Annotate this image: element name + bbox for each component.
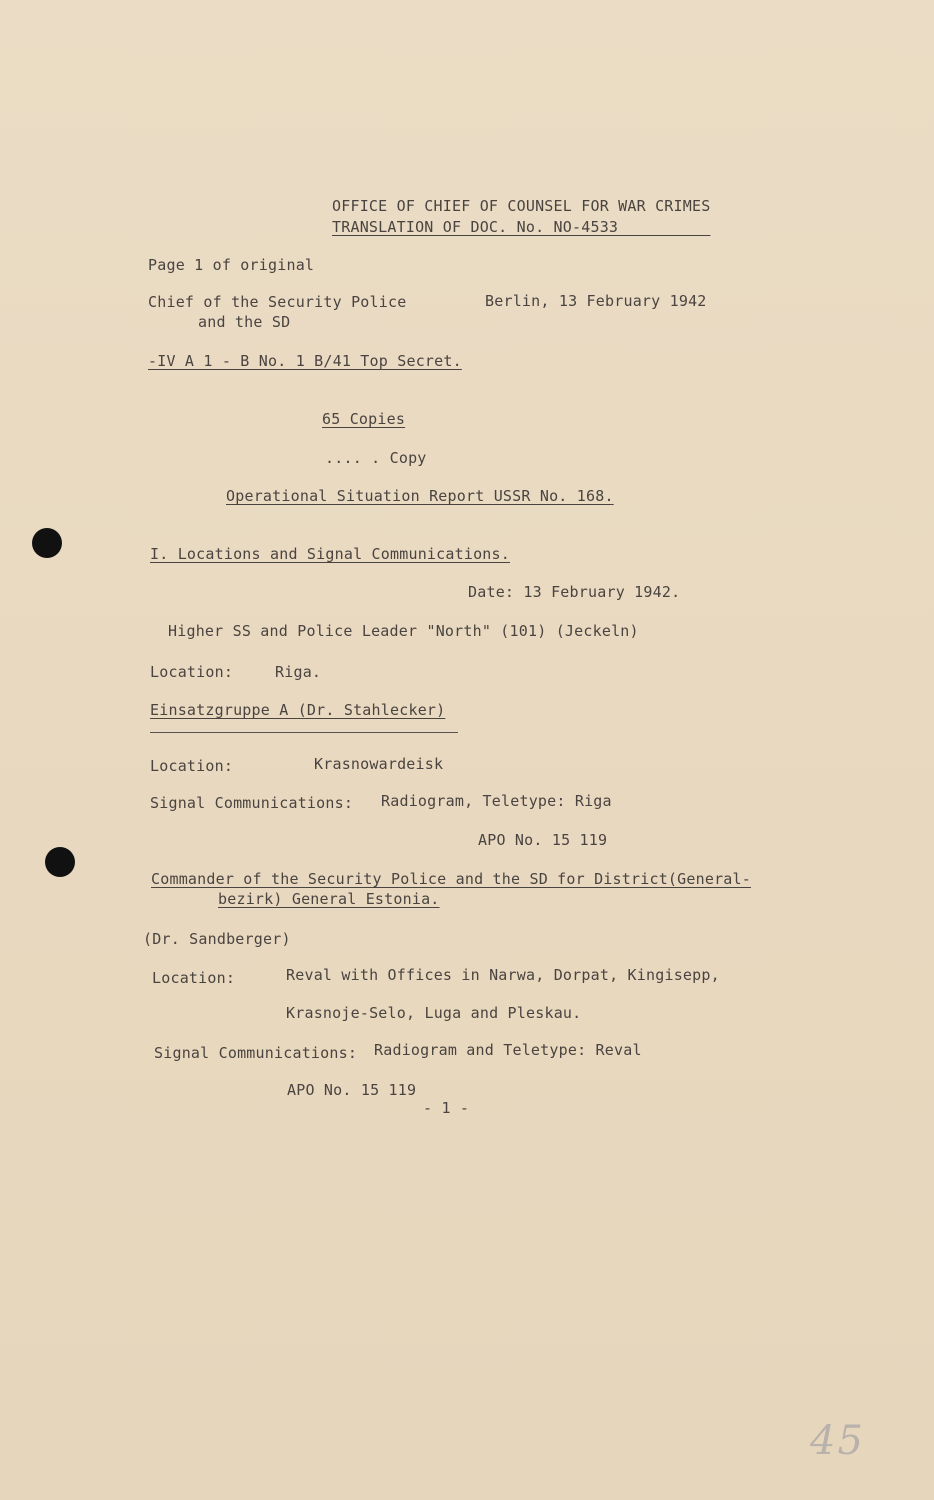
sender-line2: and the SD (198, 313, 291, 331)
punch-hole-top (32, 528, 62, 558)
copy-mark: .... . Copy (325, 449, 427, 467)
cmd-location-line2: Krasnoje-Selo, Luga and Pleskau. (286, 1004, 582, 1022)
section-heading: I. Locations and Signal Communications. (150, 545, 510, 563)
eg-apo: APO No. 15 119 (478, 831, 608, 849)
pencil-page-number: 45 (810, 1418, 865, 1464)
leader-location-value: Riga. (275, 663, 322, 681)
copies-count: 65 Copies (322, 410, 406, 428)
report-title: Operational Situation Report USSR No. 168. (226, 487, 614, 505)
einsatzgruppe-title: Einsatzgruppe A (Dr. Stahlecker) (150, 701, 446, 719)
police-leader: Higher SS and Police Leader "North" (101) (Jeckeln) (168, 622, 639, 640)
cmd-signal-label: Signal Communications: (154, 1044, 358, 1062)
punch-hole-bottom (45, 847, 75, 877)
sender-line1: Chief of the Security Police (148, 293, 407, 311)
header-translation: TRANSLATION OF DOC. No. NO-4533 _ _ _ _ _ (332, 218, 711, 236)
eg-location-value: Krasnowardeisk (314, 755, 444, 773)
eg-signal-value: Radiogram, Teletype: Riga (381, 792, 612, 810)
commander-title-line1: Commander of the Security Police and the SD for District(General- (151, 870, 751, 888)
page-number: - 1 - (423, 1099, 470, 1117)
place-date: Berlin, 13 February 1942 (485, 292, 707, 310)
leader-location-label: Location: (150, 663, 234, 681)
eg-location-label: Location: (150, 757, 234, 775)
einsatzgruppe-rule (150, 732, 458, 733)
date-line: Date: 13 February 1942. (468, 583, 681, 601)
cmd-apo: APO No. 15 119 (287, 1081, 417, 1099)
commander-name: (Dr. Sandberger) (143, 930, 291, 948)
eg-signal-label: Signal Communications: (150, 794, 354, 812)
page-of-original: Page 1 of original (148, 256, 315, 274)
reference-number: -IV A 1 - B No. 1 B/41 Top Secret. (148, 352, 462, 370)
cmd-location-label: Location: (152, 969, 236, 987)
cmd-signal-value: Radiogram and Teletype: Reval (374, 1041, 642, 1059)
commander-title-line2: bezirk) General Estonia. (218, 890, 440, 908)
header-office: OFFICE OF CHIEF OF COUNSEL FOR WAR CRIMES (332, 197, 711, 215)
cmd-location-line1: Reval with Offices in Narwa, Dorpat, Kingisepp, (286, 966, 720, 984)
